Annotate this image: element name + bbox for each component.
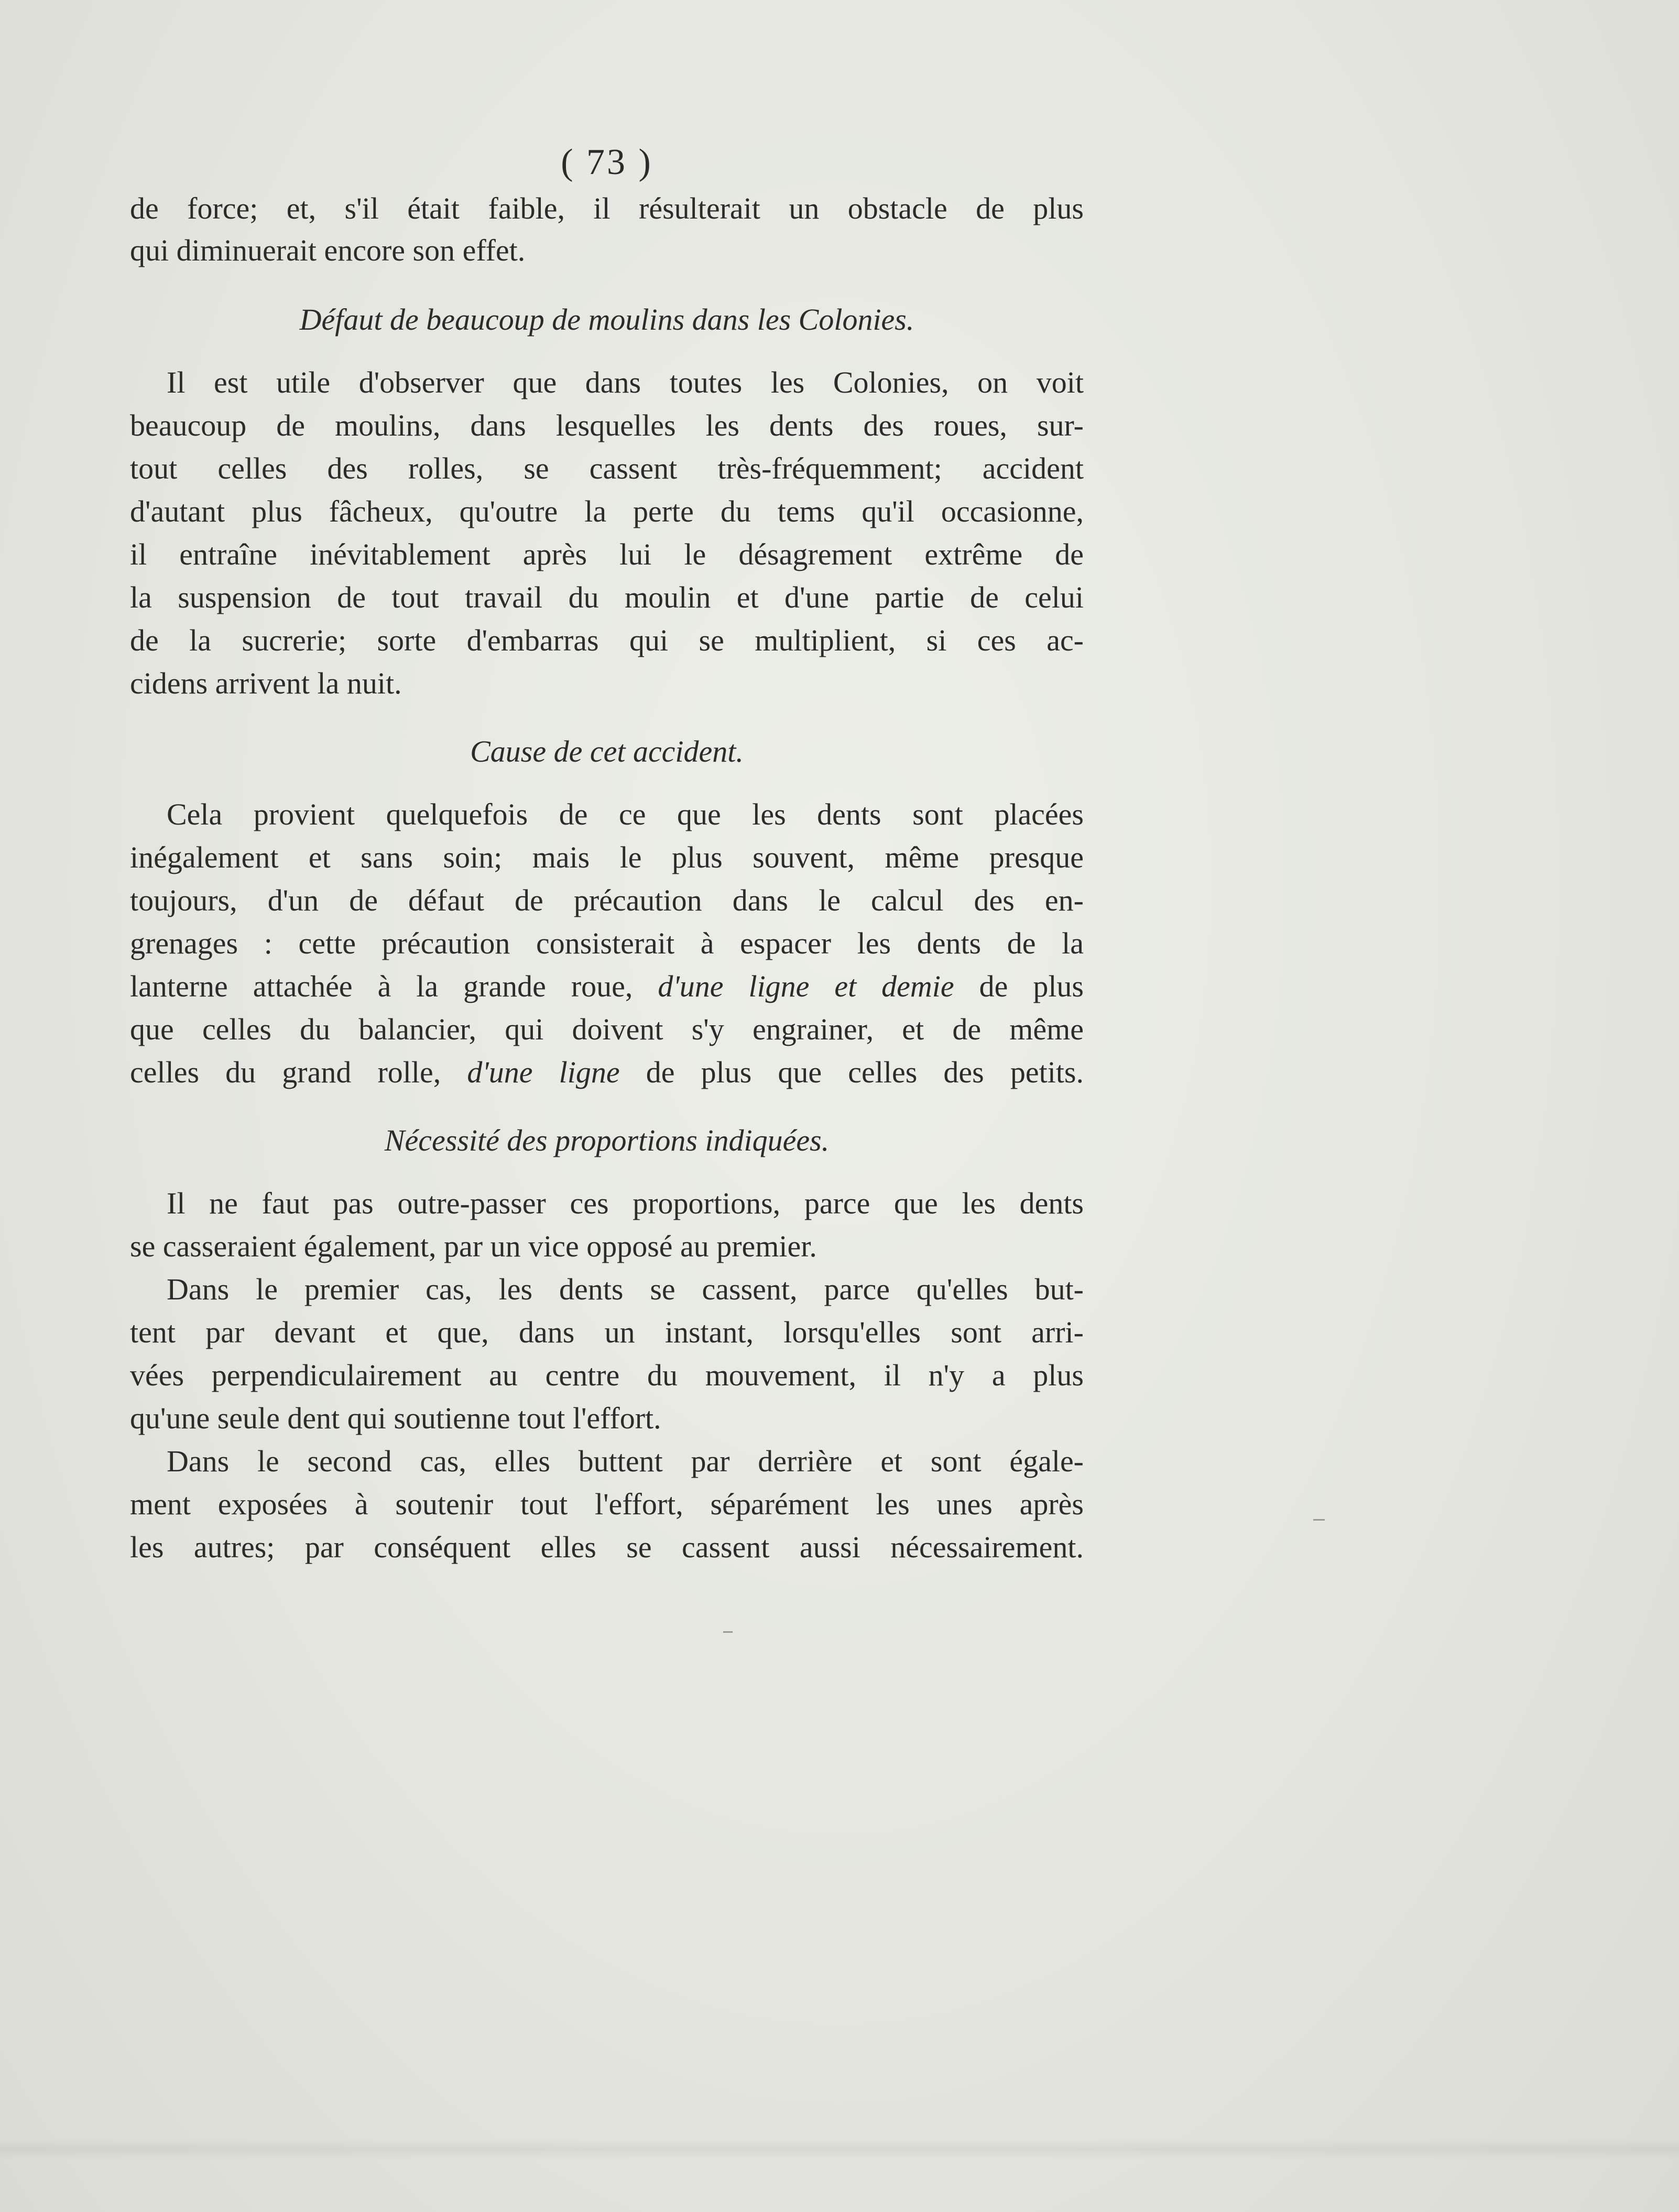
paragraph-line: les autres; par conséquent elles se cassent aussi nécessairement. bbox=[130, 1530, 1084, 1564]
paragraph-line: ment exposées à soutenir tout l'effort, séparément les unes après bbox=[130, 1487, 1084, 1521]
paragraph-line: toujours, d'un de défaut de précaution dans le calcul des en- bbox=[130, 883, 1084, 917]
paragraph-line: vées perpendiculairement au centre du mouvement, il n'y a plus bbox=[130, 1358, 1084, 1392]
text-run: de plus bbox=[979, 969, 1084, 1003]
paragraph-line: Dans le premier cas, les dents se cassent, parce qu'elles but- bbox=[167, 1272, 1084, 1306]
paragraph-line: cidens arrivent la nuit. bbox=[130, 666, 402, 700]
text-run: lanterne attachée à la grande roue, bbox=[130, 969, 633, 1003]
paragraph-line: que celles du balancier, qui doivent s'y engrainer, et de même bbox=[130, 1012, 1084, 1046]
paragraph-line-mixed bbox=[130, 966, 1084, 1007]
italic-text-run: d'une ligne et demie bbox=[658, 969, 954, 1003]
paper-speck bbox=[1313, 1519, 1325, 1521]
section-heading: Nécessité des proportions indiquées. bbox=[384, 1123, 830, 1157]
paragraph-line: Cela provient quelquefois de ce que les dents sont placées bbox=[167, 797, 1084, 831]
italic-text-run: d'une ligne bbox=[467, 1055, 620, 1089]
paragraph-line: qu'une seule dent qui soutienne tout l'effort. bbox=[130, 1401, 661, 1435]
paragraph-line: beaucoup de moulins, dans lesquelles les dents des roues, sur- bbox=[130, 408, 1084, 442]
section-heading: Défaut de beaucoup de moulins dans les Colonies. bbox=[299, 302, 914, 337]
paragraph-line: grenages : cette précaution consisterait à espacer les dents de la bbox=[130, 926, 1084, 960]
paragraph-line: tout celles des rolles, se cassent très-fréquemment; accident bbox=[130, 451, 1084, 485]
paragraph-line: d'autant plus fâcheux, qu'outre la perte du tems qu'il occasionne, bbox=[130, 494, 1084, 528]
paragraph-line: de force; et, s'il était faible, il résulterait un obstacle de plus bbox=[130, 191, 1084, 225]
paragraph-line: Dans le second cas, elles buttent par derrière et sont égale- bbox=[167, 1444, 1084, 1478]
paper-speck bbox=[723, 1631, 733, 1633]
paragraph-line: il entraîne inévitablement après lui le désagrement extrême de bbox=[130, 537, 1084, 571]
paragraph-line: tent par devant et que, dans un instant, lorsqu'elles sont arri- bbox=[130, 1315, 1084, 1349]
section-heading: Cause de cet accident. bbox=[470, 734, 744, 768]
page-number: ( 73 ) bbox=[561, 142, 653, 182]
paragraph-line: Il ne faut pas outre-passer ces proportions, parce que les dents bbox=[167, 1186, 1084, 1220]
paragraph-line: Il est utile d'observer que dans toutes les Colonies, on voit bbox=[167, 365, 1084, 399]
paragraph-line-mixed bbox=[130, 1051, 1084, 1093]
paragraph-line: la suspension de tout travail du moulin et d'une partie de celui bbox=[130, 580, 1084, 614]
paragraph-line: se casseraient également, par un vice opposé au premier. bbox=[130, 1229, 817, 1263]
paragraph-line: qui diminuerait encore son effet. bbox=[130, 233, 526, 267]
paragraph-line: inégalement et sans soin; mais le plus souvent, même presque bbox=[130, 840, 1084, 874]
text-run: celles du grand rolle, bbox=[130, 1055, 441, 1089]
text-run: de plus que celles des petits. bbox=[646, 1055, 1084, 1089]
page-edge-shadow bbox=[0, 2139, 1679, 2160]
paragraph-line: de la sucrerie; sorte d'embarras qui se multiplient, si ces ac- bbox=[130, 623, 1084, 657]
